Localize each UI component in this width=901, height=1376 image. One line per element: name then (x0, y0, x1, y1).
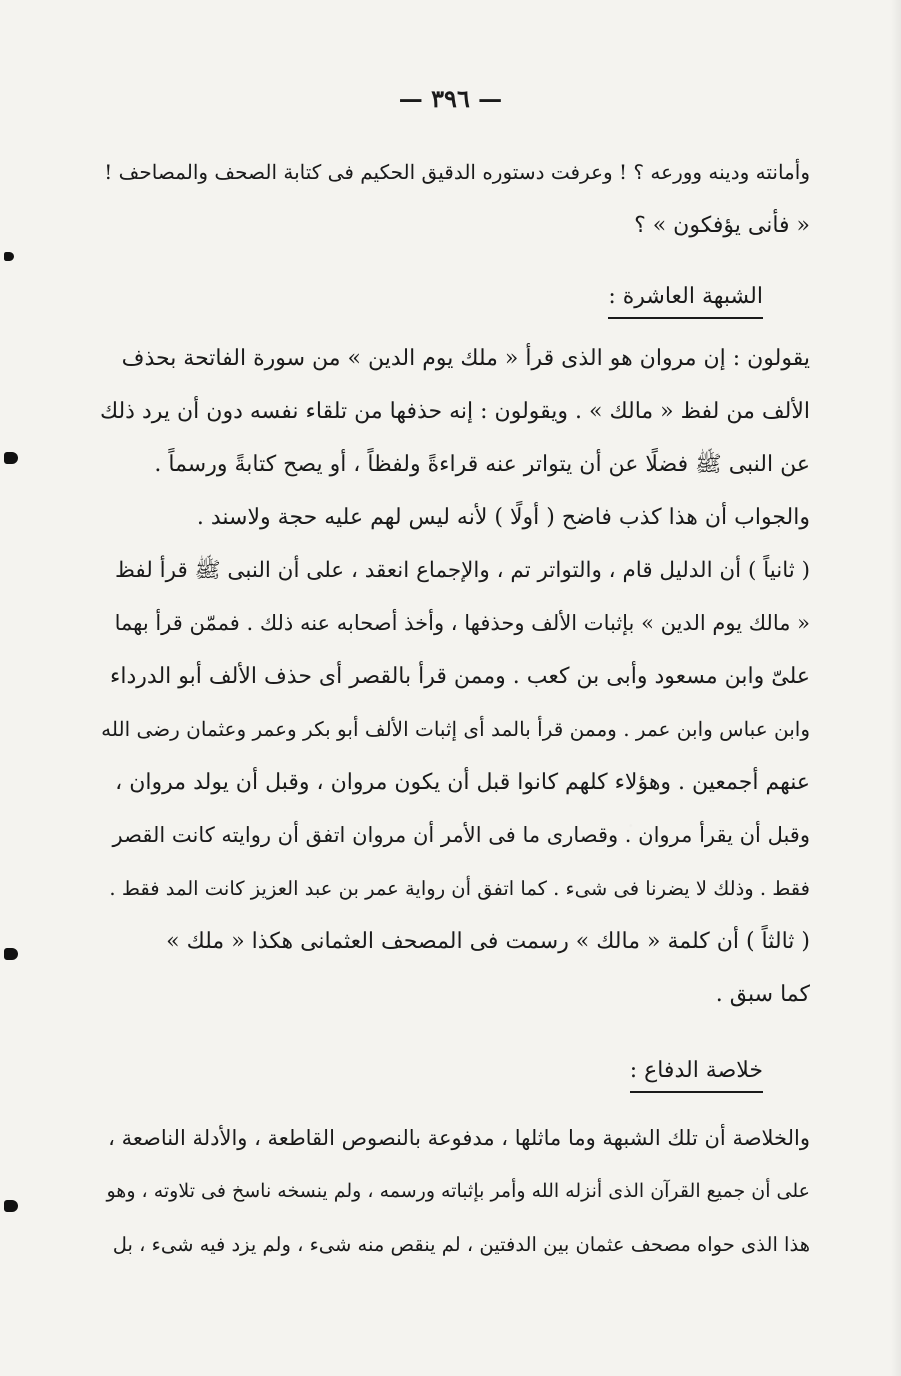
scan-edge (891, 0, 901, 1376)
text-line: عنهم أجمعين . وهؤلاء كلهم كانوا قبل أن يكون مروان ، وقبل أن يولد مروان ، (115, 770, 810, 795)
text-line: علىّ وابن مسعود وأبى بن كعب . وممن قرأ بالقصر أى حذف الألف أبو الدرداء (110, 664, 810, 689)
text-line: الألف من لفظ « مالك » . ويقولون : إنه حذفها من تلقاء نفسه دون أن يرد ذلك (100, 399, 810, 424)
text-line: وقبل أن يقرأ مروان . وقصارى ما فى الأمر أن مروان اتفق أن روايته كانت القصر (112, 823, 810, 847)
text-line: هذا الذى حواه مصحف عثمان بين الدفتين ، لم ينقص منه شىء ، ولم يزد فيه شىء ، بل (112, 1233, 810, 1256)
text-line: والجواب أن هذا كذب فاضح ( أولًا ) لأنه ليس لهم عليه حجة ولاسند . (196, 505, 810, 530)
text-line: « مالك يوم الدين » بإثبات الألف وحذفها ، وأخذ أصحابه عنه ذلك . فممّن قرأ بهما (114, 611, 810, 635)
text-line: ( ثانياً ) أن الدليل قام ، والتواتر تم ، والإجماع انعقد ، على أن النبى ﷺ قرأ لفظ (115, 558, 810, 583)
section-body (100, 332, 810, 1021)
section-heading: الشبهة العاشرة : (608, 284, 763, 319)
margin-mark (4, 948, 18, 960)
text-line: والخلاصة أن تلك الشبهة وما ماثلها ، مدفوعة بالنصوص القاطعة ، والأدلة الناصعة ، (108, 1126, 810, 1150)
text-line: عن النبى ﷺ فضلًا عن أن يتواتر عنه قراءةً ولفظاً ، أو يصح كتابةً ورسماً . (154, 452, 810, 477)
section-body (100, 1112, 810, 1271)
text-line: « فأنى يؤفكون » ؟ (634, 213, 810, 238)
page-number: — ٣٩٦ — (398, 84, 503, 113)
text-line: على أن جميع القرآن الذى أنزله الله وأمر بإثباته ورسمه ، ولم ينسخه ناسخ فى تلاوته ، وهو (106, 1180, 810, 1202)
text-line: ( ثالثاً ) أن كلمة « مالك » رسمت فى المصحف العثمانى هكذا « ملك » (166, 929, 810, 954)
margin-mark (4, 1200, 18, 1212)
section-heading: خلاصة الدفاع : (630, 1058, 763, 1093)
text-line: وابن عباس وابن عمر . وممن قرأ بالمد أى إثبات الألف أبو بكر وعمر وعثمان رضى الله (101, 717, 810, 741)
text-line: وأمانته ودينه وورعه ؟ ! وعرفت دستوره الدقيق الحكيم فى كتابة الصحف والمصاحف ! (104, 160, 810, 184)
text-line: فقط . وذلك لا يضرنا فى شىء . كما اتفق أن رواية عمر بن عبد العزيز كانت المد فقط . (109, 877, 810, 900)
margin-mark (4, 252, 14, 261)
text-line: كما سبق . (715, 982, 810, 1007)
margin-mark (4, 452, 18, 464)
text-line: يقولون : إن مروان هو الذى قرأ « ملك يوم الدين » من سورة الفاتحة بحذف (121, 346, 810, 371)
intro-paragraph (100, 146, 810, 252)
